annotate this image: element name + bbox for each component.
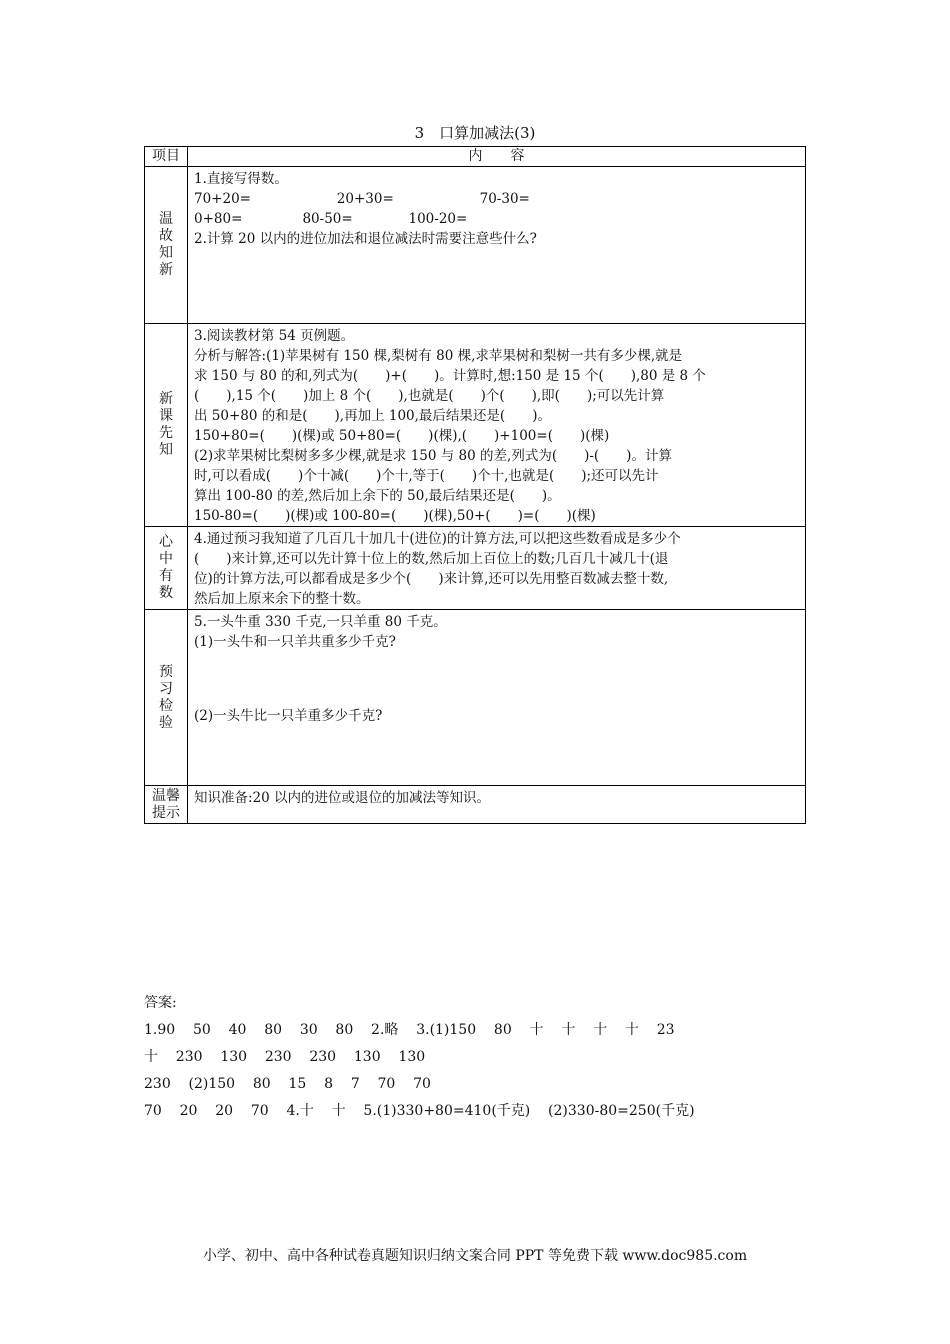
- text-line: 出 50+80 的和是( ),再加上 100,最后结果还是( )。: [194, 408, 551, 424]
- exercise-1-line-a: 70+20= 20+30= 70-30=: [194, 191, 530, 207]
- text-line: 分析与解答:(1)苹果树有 150 棵,梨树有 80 棵,求苹果树和梨树一共有多少棵,就是: [194, 348, 683, 364]
- row-content-cell: [188, 527, 806, 610]
- exercise-5-question-2: (2)一头牛比一只羊重多少千克?: [194, 708, 383, 724]
- table-header-row: [145, 147, 806, 167]
- text-line: 时,可以看成( )个十减( )个十,等于( )个十,也就是( );还可以先计: [194, 468, 659, 484]
- study-table: [144, 146, 806, 824]
- table-row-check: [145, 610, 806, 786]
- row-content-cell: [188, 324, 806, 527]
- row-label-cell: [145, 527, 188, 610]
- row-label-cell: [145, 610, 188, 786]
- answer-space: [194, 652, 799, 706]
- tip-text: 知识准备:20 以内的进位或退位的加减法等知识。: [194, 790, 491, 806]
- text-line: 150+80=( )(棵)或 50+80=( )(棵),( )+100=( )(棵): [194, 428, 610, 444]
- header-item-label: 项目: [152, 148, 180, 164]
- exercise-2-question: 2.计算 20 以内的进位加法和退位减法时需要注意些什么?: [194, 231, 537, 247]
- row-label: 温馨提示: [152, 787, 180, 821]
- text-line: 4.通过预习我知道了几百几十加几十(进位)的计算方法,可以把这些数看成是多少个: [194, 531, 681, 547]
- text-line: ( )来计算,还可以先计算十位上的数,然后加上百位上的数;几百几十减几十(退: [194, 551, 669, 567]
- row-content-cell: [188, 786, 806, 824]
- row-label-cell: [145, 167, 188, 324]
- text-line: 然后加上原来余下的整十数。: [194, 591, 370, 607]
- exercise-1-line-b: 0+80= 80-50= 100-20=: [194, 211, 468, 227]
- header-item-cell: [145, 147, 188, 167]
- answer-line: 230 (2)150 80 15 8 7 70 70: [144, 1076, 431, 1092]
- table-row-summary: [145, 527, 806, 610]
- exercise-5-question-1: (1)一头牛和一只羊共重多少千克?: [194, 634, 396, 650]
- row-label-cell: [145, 786, 188, 824]
- answer-line: 十 230 130 230 230 130 130: [144, 1049, 426, 1065]
- text-line: 求 150 与 80 的和,列式为( )+( )。计算时,想:150 是 15 个( ),80 是 8 个: [194, 368, 706, 384]
- header-content-label: 内 容: [468, 148, 525, 164]
- table-row-review: [145, 167, 806, 324]
- answer-line: 1.90 50 40 80 30 80 2.略 3.(1)150 80 十 十 十 十 23: [144, 1022, 675, 1038]
- row-label: 心中有数: [159, 534, 173, 601]
- row-content-cell: [188, 167, 806, 324]
- text-line: 位)的计算方法,可以都看成是多少个( )来计算,还可以先用整百数减去整十数,: [194, 571, 669, 587]
- row-label: 新课先知: [159, 391, 173, 458]
- text-line: (2)求苹果树比梨树多多少棵,就是求 150 与 80 的差,列式为( )-( )。计算: [194, 448, 672, 464]
- answer-line: 70 20 20 70 4.十 十 5.(1)330+80=410(千克) (2)330-80=250(千克): [144, 1103, 695, 1119]
- exercise-5-prompt: 5.一头牛重 330 千克,一只羊重 80 千克。: [194, 614, 447, 630]
- answer-heading: 答案:: [144, 995, 177, 1011]
- row-label: 温故知新: [159, 211, 173, 278]
- text-line: 算出 100-80 的差,然后加上余下的 50,最后结果还是( )。: [194, 488, 561, 504]
- document-title: 3 口算加减法(3): [414, 124, 536, 142]
- row-label: 预习检验: [159, 663, 173, 731]
- header-content-cell: [188, 147, 806, 167]
- row-content-cell: [188, 610, 806, 786]
- footer-note: 小学、初中、高中各种试卷真题知识归纳文案合同 PPT 等免费下载 www.doc985.com: [202, 1248, 748, 1264]
- table-row-preview: [145, 324, 806, 527]
- exercise-1-prompt: 1.直接写得数。: [194, 171, 288, 187]
- row-label-cell: [145, 324, 188, 527]
- answer-section: [144, 990, 695, 1125]
- table-row-tip: [145, 786, 806, 824]
- text-line: 150-80=( )(棵)或 100-80=( )(棵),50+( )=( )(棵): [194, 508, 596, 524]
- text-line: ( ),15 个( )加上 8 个( ),也就是( )个( ),即( );可以先计算: [194, 388, 665, 404]
- text-line: 3.阅读教材第 54 页例题。: [194, 328, 355, 344]
